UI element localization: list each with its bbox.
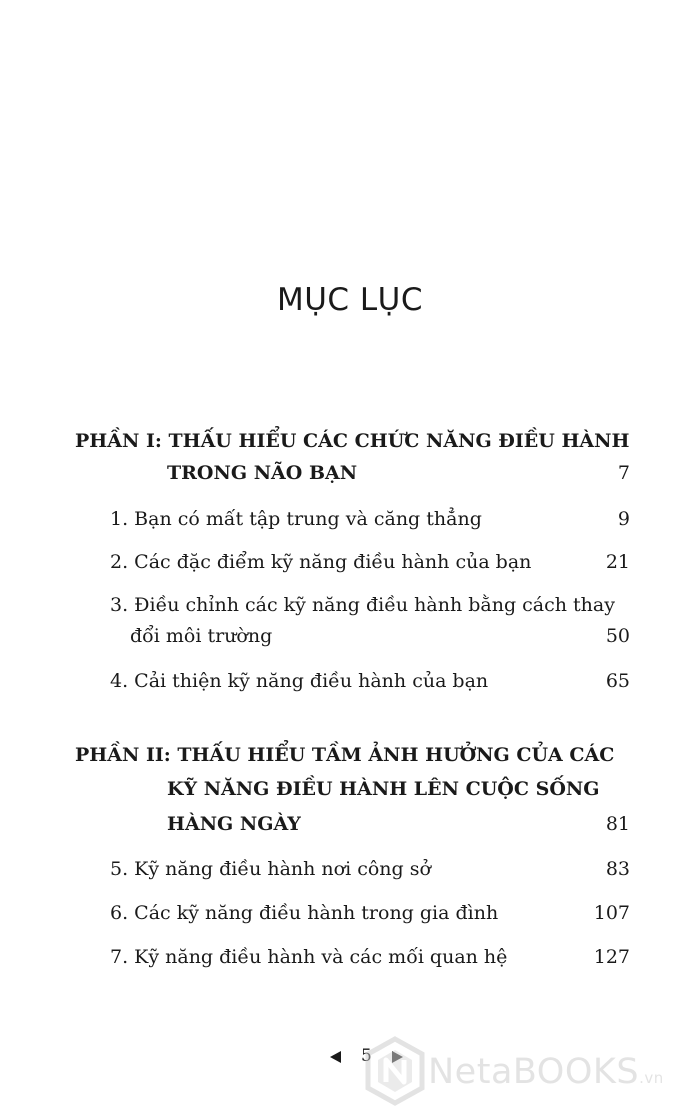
netabooks-logo-icon [364, 1036, 426, 1106]
chapter-3-page: 50 [605, 625, 630, 647]
part-2-heading-line-1: PHẦN II: THẤU HIỂU TẦM ẢNH HƯỞNG CỦA CÁC [75, 744, 615, 766]
part-1-heading-line-1: PHẦN I: THẤU HIỂU CÁC CHỨC NĂNG ĐIỀU HÀNH [75, 430, 630, 452]
chapter-7-title: 7. Kỹ năng điều hành và các mối quan hệ [110, 946, 508, 968]
watermark-logo [364, 1030, 694, 1110]
chapter-5-title: 5. Kỹ năng điều hành nơi công sở [110, 858, 431, 880]
toc-title: MỤC LỤC [276, 282, 424, 318]
chapter-5-page: 83 [605, 858, 630, 880]
chapter-3-title-line-2: đổi môi trường [130, 625, 273, 647]
chapter-6-page: 107 [593, 902, 630, 924]
chapter-1-title: 1. Bạn có mất tập trung và căng thẳng [110, 508, 482, 530]
part-2-heading-line-2: KỸ NĂNG ĐIỀU HÀNH LÊN CUỘC SỐNG [167, 778, 600, 800]
part-2-page-number: 81 [605, 813, 630, 835]
chapter-4-title: 4. Cải thiện kỹ năng điều hành của bạn [110, 670, 489, 692]
watermark-suffix: .vn [639, 1069, 664, 1087]
chapter-2-title: 2. Các đặc điểm kỹ năng điều hành của bạn [110, 551, 532, 573]
chapter-2-page: 21 [605, 551, 630, 573]
previous-page-icon[interactable] [330, 1051, 341, 1063]
part-1-page-number: 7 [617, 462, 630, 484]
watermark-text [428, 1052, 664, 1092]
chapter-7-page: 127 [593, 946, 630, 968]
part-1-heading-line-2: TRONG NÃO BẠN [167, 462, 358, 484]
page-number: 5 [361, 1046, 372, 1066]
watermark-brand: NetaBOOKS [428, 1052, 640, 1092]
part-2-heading-line-3: HÀNG NGÀY [167, 813, 301, 835]
chapter-1-page: 9 [617, 508, 630, 530]
chapter-6-title: 6. Các kỹ năng điều hành trong gia đình [110, 902, 499, 924]
chapter-4-page: 65 [605, 670, 630, 692]
chapter-3-title-line-1: 3. Điều chỉnh các kỹ năng điều hành bằng cách thay [110, 594, 615, 616]
